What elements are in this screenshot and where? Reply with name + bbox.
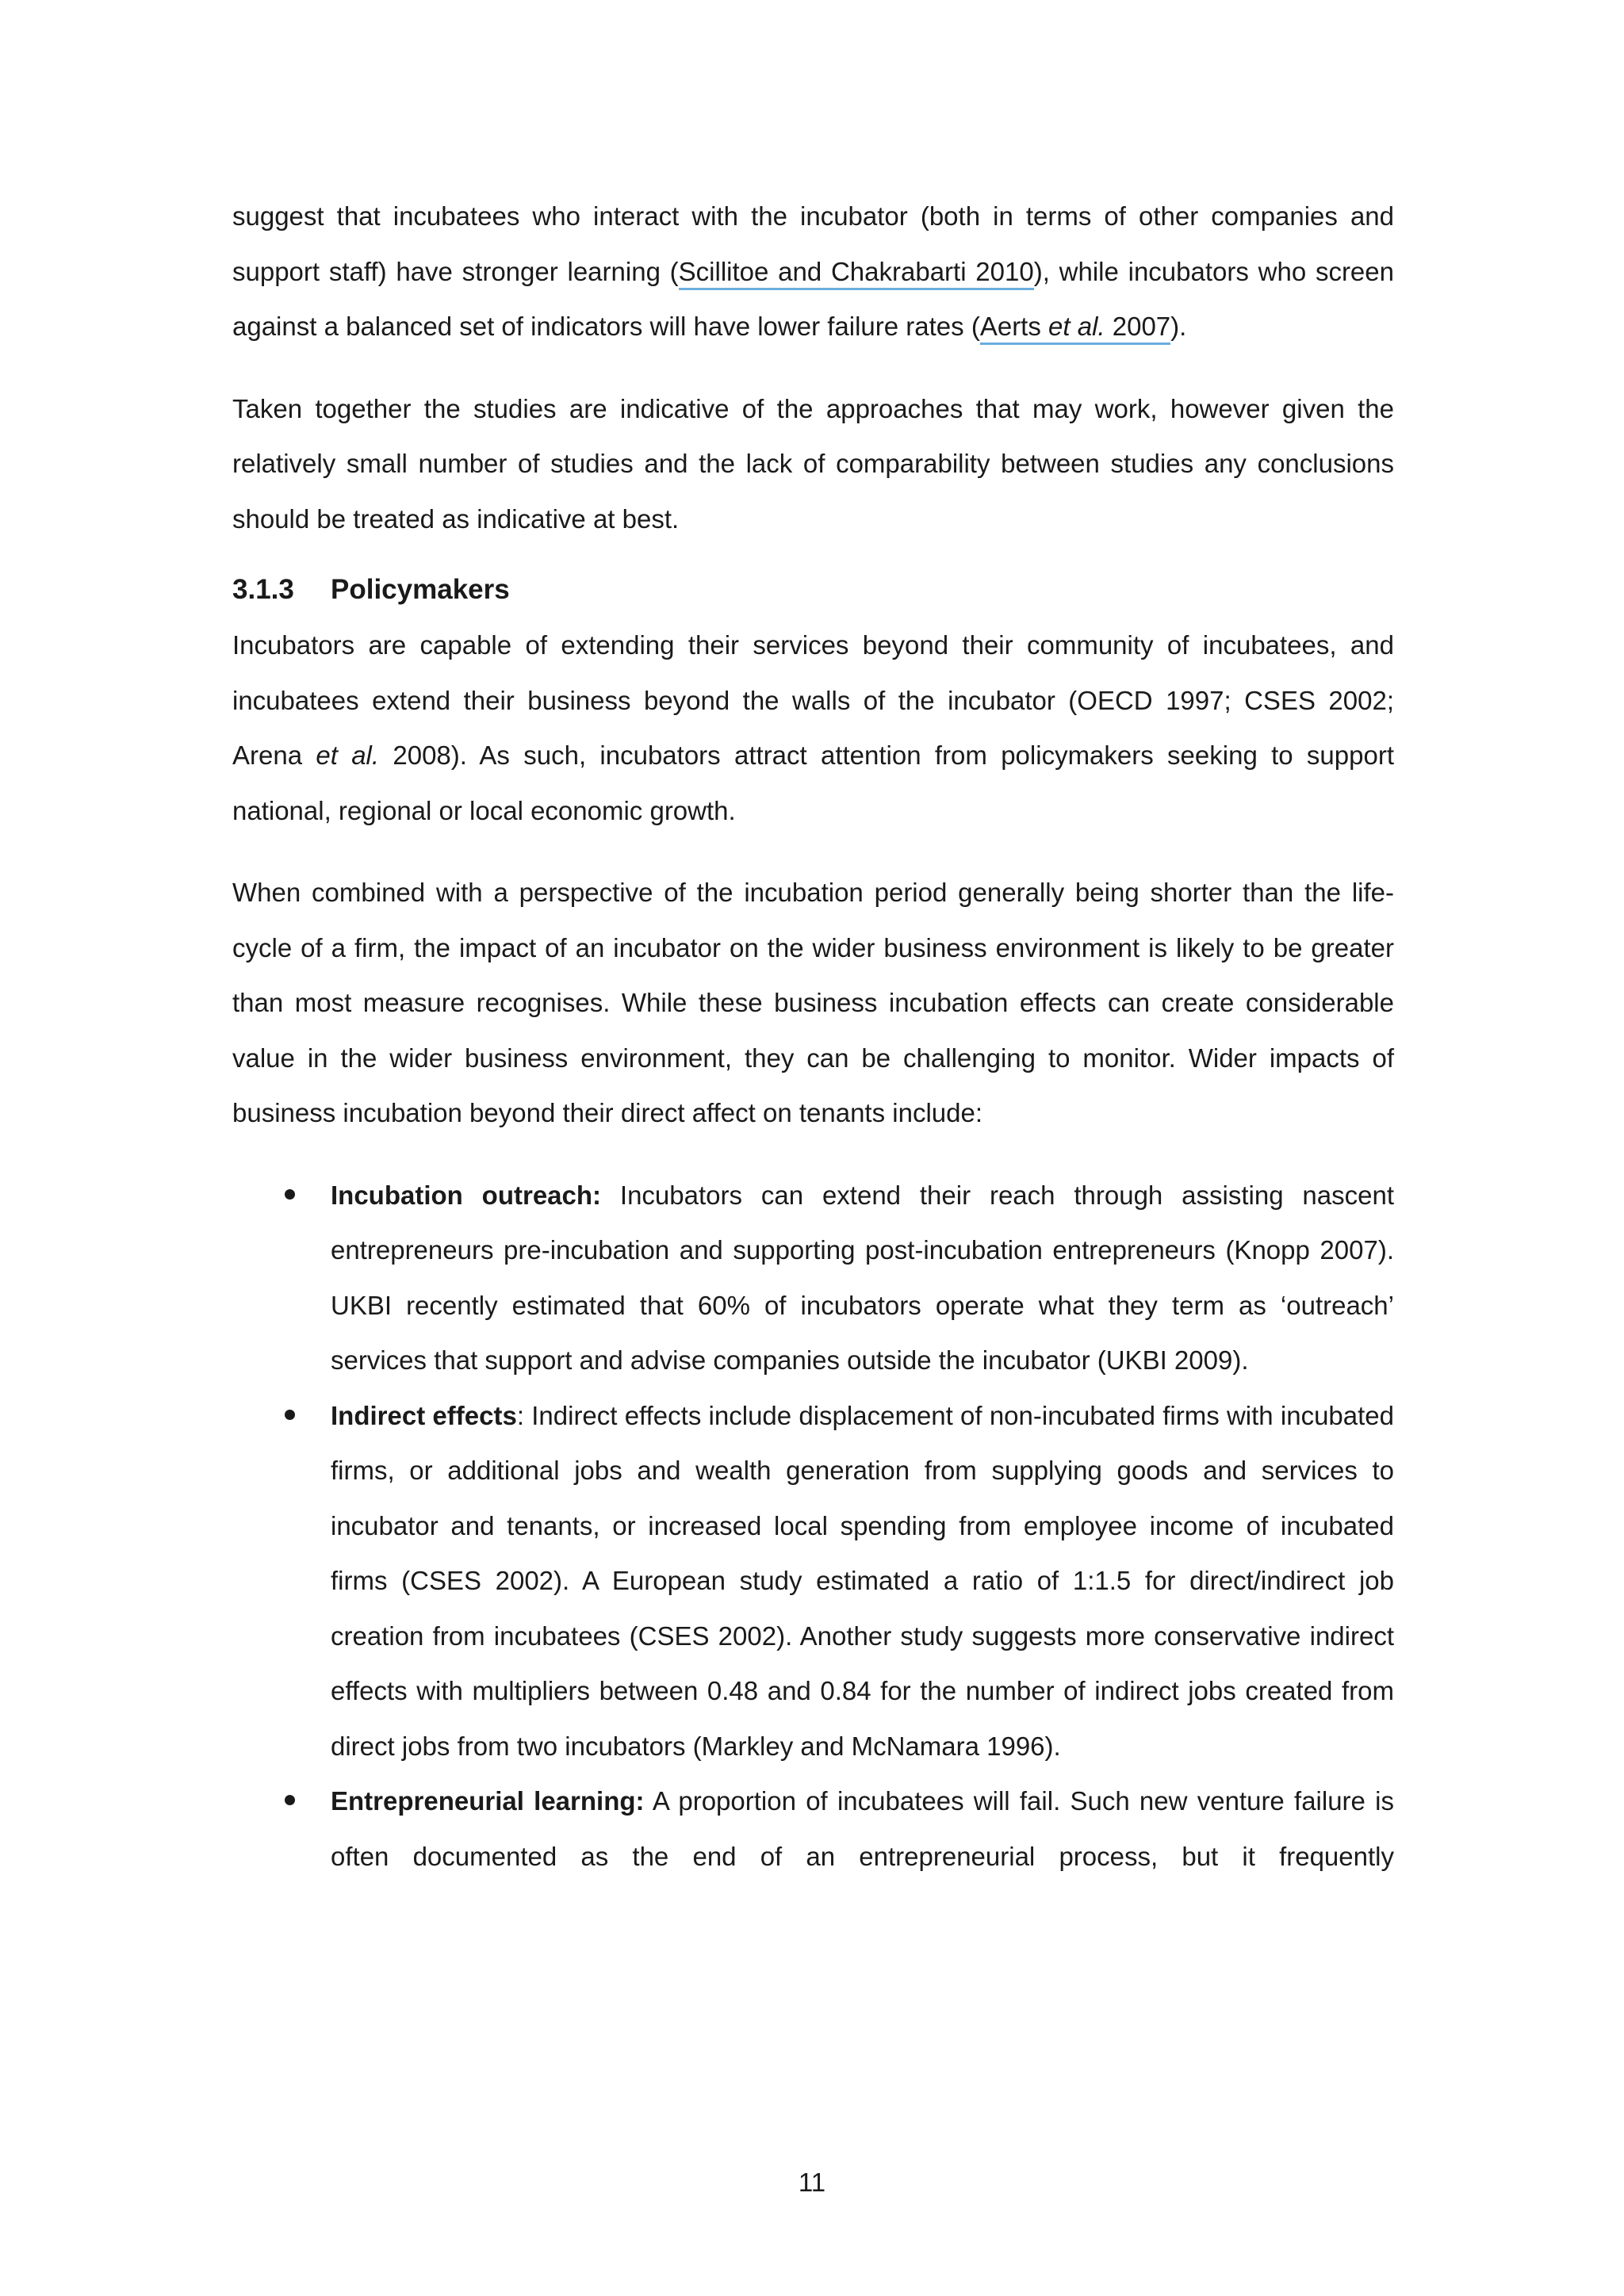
citation-etal: et al.: [1048, 312, 1105, 341]
bullet-text: A proportion of incubatees will fail. Such new venture failure is often documented as the end of an entrepreneurial process, but it frequently: [331, 1786, 1394, 1871]
list-item: [232, 1168, 1394, 1388]
citation-year: 2007: [1105, 312, 1171, 341]
list-item: [232, 1388, 1394, 1774]
paragraph-text: ).: [1170, 312, 1187, 341]
paragraph-text: ), while incubators who screen against a balanced set of indicators will have lower failure rates (: [232, 256, 1394, 341]
paragraph-text: suggest that incubatees who interact with the incubator (both in terms of other companies and support staff) have stronger learning (: [232, 201, 1394, 286]
list-item: [232, 1774, 1394, 1884]
bullet-icon: [285, 1410, 295, 1420]
bullet-text: Incubators can extend their reach through assisting nascent entrepreneurs pre-incubation and supporting post-incubation entrepreneurs (Knopp 2007). UKBI recently estimated that 60% of incubators operate what they term as ‘outreach’ services that support and advise companies outside the incubator (UKBI 2009).: [331, 1180, 1394, 1375]
page-number: 11: [798, 2168, 826, 2197]
paragraph-text: 2008). As such, incubators attract attention from policymakers seeking to support national, regional or local economic growth.: [232, 740, 1395, 825]
section-number: 3.1.3: [232, 574, 294, 605]
citation-link-aerts[interactable]: [980, 312, 1170, 345]
bullet-icon: [285, 1189, 295, 1200]
bullet-text: : Indirect effects include displacement of non-incubated firms with incubated firms, or additional jobs and wealth generation from supplying goods and services to incubator and tenants, or increased local spending from employee income of incubated firms (CSES 2002). A European study estimated a ratio of 1:1.5 for direct/indirect job creation from incubatees (CSES 2002). Another study suggests more conservative indirect effects with multipliers between 0.48 and 0.84 for the number of indirect jobs created from direct jobs from two incubators (Markley and McNamara 1996).: [331, 1400, 1395, 1761]
paragraph-wider-impacts: When combined with a perspective of the incubation period generally being shorter than the life-cycle of a firm, the impact of an incubator on the wider business environment is likely to be greater than most measure recognises. While these business incubation effects can create considerable value in the wider business environment, they can be challenging to monitor. Wider impacts of business incubation beyond their direct affect on tenants include:: [232, 878, 1394, 1127]
paragraph-policymakers: [232, 618, 1394, 838]
paragraph-text: Incubators are capable of extending their services beyond their community of incubatees, and incubatees extend their business beyond the walls of the incubator (OECD 1997; CSES 2002; Arena: [232, 630, 1394, 770]
section-heading: [232, 570, 1394, 610]
citation-author: Aerts: [979, 312, 1049, 341]
bullet-term: Indirect effects: [331, 1400, 517, 1430]
page-body: [232, 189, 1394, 1884]
bullet-icon: [285, 1795, 295, 1805]
citation-etal: et al.: [316, 740, 380, 770]
section-title: Policymakers: [331, 574, 510, 605]
paragraph-summary: Taken together the studies are indicative of the approaches that may work, however given the relatively small number of studies and the lack of comparability between studies any conclusions should be treated as indicative at best.: [232, 393, 1394, 534]
bullet-term: Incubation outreach:: [331, 1180, 602, 1210]
citation-link-scillitoe[interactable]: Scillitoe and Chakrabarti 2010: [679, 257, 1034, 290]
bullet-term: Entrepreneurial learning:: [331, 1786, 645, 1816]
impacts-list: [232, 1168, 1394, 1885]
paragraph-intro: [232, 189, 1394, 354]
